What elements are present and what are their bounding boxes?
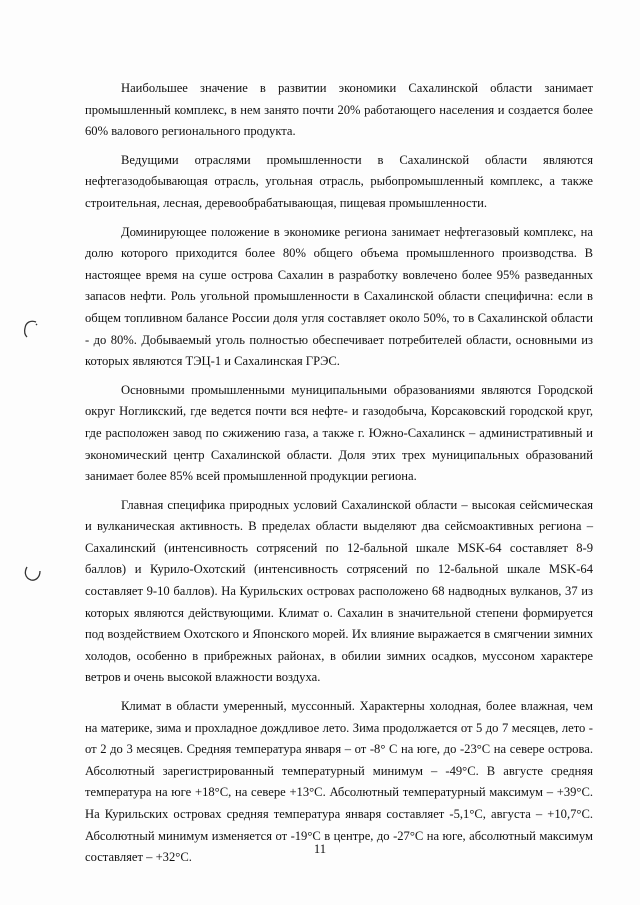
paragraph-natural-conditions: Главная специфика природных условий Сахалинской области – высокая сейсмическая и вулканическая активность. В пределах области выделяют два сейсмоактивных региона – Сахалинский (интенсивность сотрясений по 12-бальной шкале MSK-64 составляет 8-9 баллов) и Курило-Охотский (интенсивность сотрясений по 12-бальной шкале MSK-64 составляет 9-10 баллов). На Курильских островах расположено 68 надводных вулканов, 37 из которых являются действующими. Климат о. Сахалин в значительной степени формируется под воздействием Охотского и Японского морей. Их влияние выражается в смягчении зимних холодов, особенно в прибрежных районах, в обилии зимних осадков, муссоном характере ветров и очень высокой влажности воздуха. xyxy=(85,497,593,685)
paragraph-oil-gas-complex: Доминирующее положение в экономике региона занимает нефтегазовый комплекс, на долю которого приходится более 80% общего объема промышленного производства. В настоящее время на суше острова Сахалин в разработку вовлечено более 95% разведанных запасов нефти. Роль угольной промышленности в Сахалинской области специфична: если в общем топливном балансе России доля угля составляет около 50%, то в Сахалинской области - до 80%. Добываемый уголь полностью обеспечивает потребителей области, основными из которых являются ТЭЦ-1 и Сахалинская ГРЭС. xyxy=(85,224,593,369)
punch-hole-mark xyxy=(22,563,44,585)
paragraph-leading-industries: Ведущими отраслями промышленности в Сахалинской области являются нефтегазодобывающая отрасль, угольная отрасль, рыбопромышленный комплекс, а также строительная, лесная, деревообрабатывающая, пищевая промышленности. xyxy=(85,152,593,210)
punch-hole-mark xyxy=(22,318,42,340)
paragraph-climate: Климат в области умеренный, муссонный. Характерны холодная, более влажная, чем на материке, зима и прохладное дождливое лето. Зима продолжается от 5 до 7 месяцев, лето - от 2 до 3 месяцев. Средняя температура января – от -8° С на юге, до -23°С на севере острова. Абсолютный зарегистрированный температурный минимум – -49°С. В августе средняя температура на юге +18°С, на севере +13°С. Абсолютный температурный максимум – +39°С. На Курильских островах средняя температура января составляет -5,1°С, августа – +10,7°С. Абсолютный минимум изменяется от -19°С в центре, до -27°С на юге, абсолютный максимум составляет – +32°С. xyxy=(85,699,593,865)
paragraph-municipalities: Основными промышленными муниципальными образованиями являются Городской округ Ногликский, где ведется почти вся нефте- и газодобыча, Корсаковский городской круг, где расположен завод по сжижению газа, а также г. Южно-Сахалинск – административный и экономический центр Сахалинской области. Доля этих трех муниципальных образований занимает более 85% всей промышленной продукции региона. xyxy=(85,382,593,484)
paragraph-industry-role: Наибольшее значение в развитии экономики Сахалинской области занимает промышленный комплекс, в нем занято почти 20% работающего населения и создается более 60% валового регионального продукта. xyxy=(85,81,593,139)
body-text xyxy=(85,78,593,876)
page-number: 11 xyxy=(313,842,327,856)
